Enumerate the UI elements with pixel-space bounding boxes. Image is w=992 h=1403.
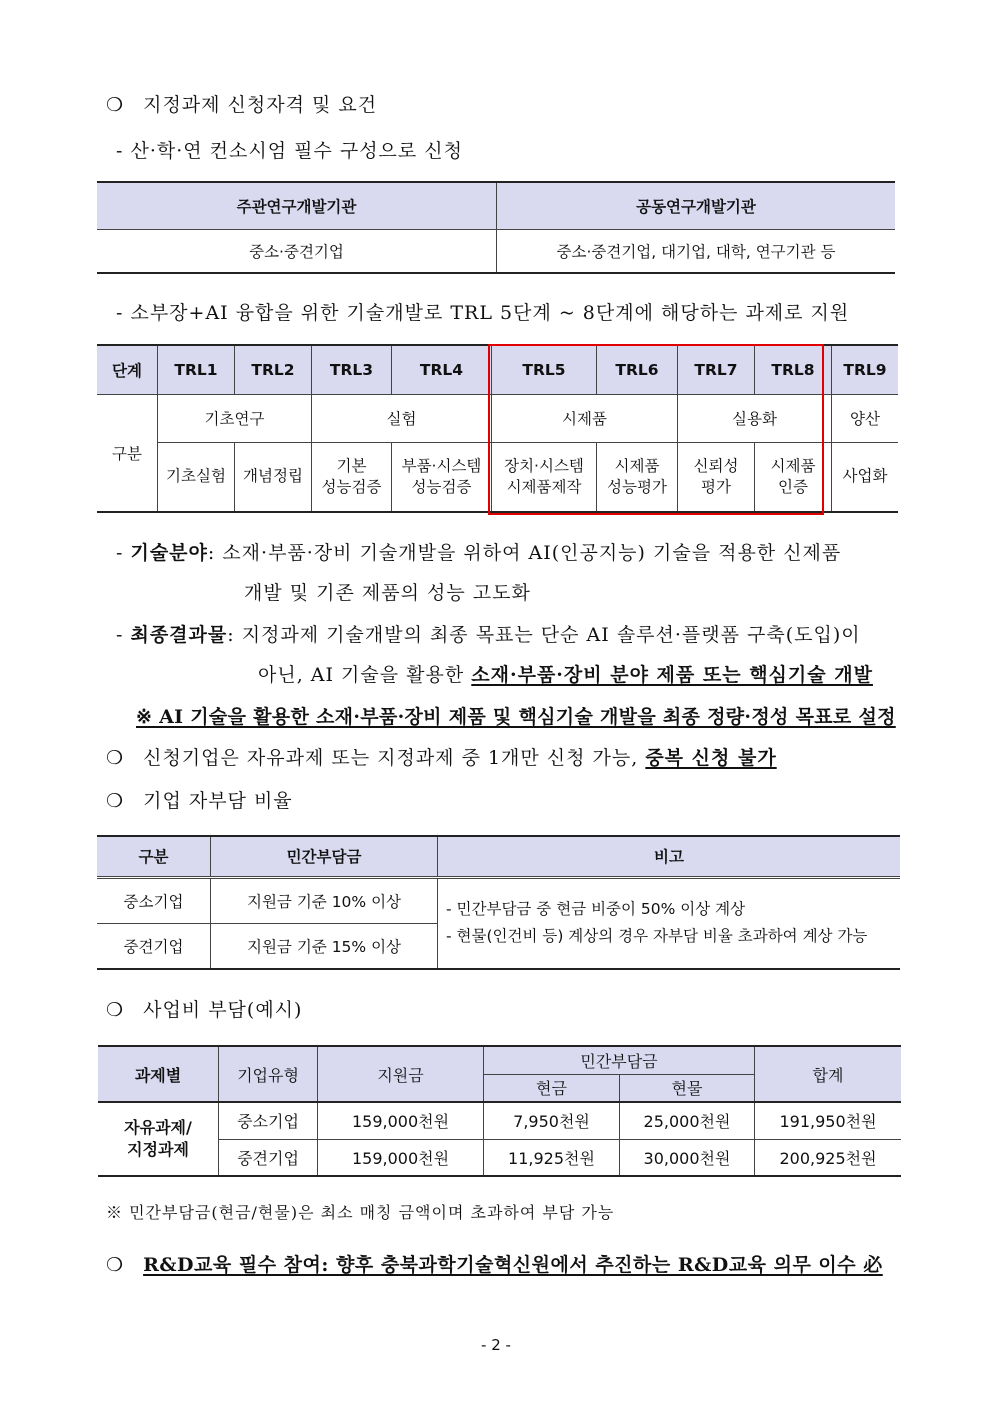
tech-field-line1: - 기술분야: 소재·부품·장비 기술개발을 위하여 AI(인공지능) 기술을 적용한 신제품 <box>116 542 842 564</box>
bullet-icon: ❍ <box>106 1254 125 1276</box>
trl-4: TRL4 <box>392 345 492 394</box>
detail-business: 사업화 <box>842 467 888 486</box>
cost-row-company: 중소기업 <box>219 1102 318 1139</box>
trl-5: TRL5 <box>492 345 597 394</box>
cost-task-label: 자유과제/ 지정과제 <box>98 1102 219 1176</box>
burden-remark: - 현물(인건비 등) 계상의 경우 자부담 비율 초과하여 계상 가능 <box>446 927 868 946</box>
cost-row-cash: 7,950천원 <box>484 1102 620 1139</box>
trl-9: TRL9 <box>832 345 899 394</box>
final-result-emphasis: 소재·부품·장비 분야 제품 또는 핵심기술 개발 <box>471 664 873 686</box>
goal-note: ※ AI 기술을 활용한 소재·부품·장비 제품 및 핵심기술 개발을 최종 정량·정성 목표로 설정 <box>136 706 896 728</box>
final-result-label: 최종결과물 <box>130 624 228 646</box>
cost-row-grant: 159,000천원 <box>318 1139 484 1176</box>
burden-header-ratio: 민간부담금 <box>211 836 438 877</box>
bullet-icon: ❍ <box>106 790 125 812</box>
burden-row-type: 중소기업 <box>97 877 211 923</box>
detail-certification: 시제품 인증 <box>755 442 832 512</box>
institution-table <box>97 181 895 274</box>
trl-8: TRL8 <box>755 345 832 394</box>
duplicate-emphasis: 중복 신청 불가 <box>645 747 777 769</box>
group-basic-research: 기초연구 <box>158 394 312 442</box>
category-label: 구분 <box>97 394 158 512</box>
bullet-icon: ❍ <box>106 94 125 116</box>
trl-3: TRL3 <box>312 345 392 394</box>
joint-org-value: 중소·중견기업, 대기업, 대학, 연구기관 등 <box>556 242 836 261</box>
bullet-icon: ❍ <box>106 747 125 769</box>
group-prototype: 시제품 <box>492 394 678 442</box>
detail-concept: 개념정립 <box>235 442 312 512</box>
header-lead-org: 주관연구개발기관 <box>97 182 497 229</box>
cost-header-company: 기업유형 <box>219 1046 318 1102</box>
trl-7: TRL7 <box>678 345 755 394</box>
group-commercialization: 실용화 <box>678 394 832 442</box>
trl-6: TRL6 <box>597 345 678 394</box>
detail-basic-experiment: 기초실험 <box>158 442 235 512</box>
detail-prototype-eval: 시제품 성능평가 <box>597 442 678 512</box>
final-result-line1: - 최종결과물: 지정과제 기술개발의 최종 목표는 단순 AI 솔루션·플랫폼 구축(도입)이 <box>116 624 861 646</box>
burden-remarks <box>438 877 901 969</box>
cost-table <box>98 1045 901 1177</box>
cost-row-inkind: 30,000천원 <box>620 1139 755 1176</box>
cost-header-task: 과제별 <box>98 1046 219 1102</box>
final-result-line2: 아닌, AI 기술을 활용한 소재·부품·장비 분야 제품 또는 핵심기술 개발 <box>258 664 873 686</box>
burden-row-type: 중견기업 <box>97 923 211 969</box>
group-experiment: 실험 <box>312 394 492 442</box>
cost-row-company: 중견기업 <box>219 1139 318 1176</box>
cost-row-total: 191,950천원 <box>755 1102 902 1139</box>
burden-row-ratio: 지원금 기준 15% 이상 <box>211 923 438 969</box>
burden-row-ratio: 지원금 기준 10% 이상 <box>211 877 438 923</box>
detail-reliability: 신뢰성 평가 <box>678 442 755 512</box>
trl-2: TRL2 <box>235 345 312 394</box>
lead-org-value: 중소·중견기업 <box>97 229 497 273</box>
section-title-eligibility: ❍ 지정과제 신청자격 및 요건 <box>106 94 378 116</box>
burden-header-type: 구분 <box>97 836 211 877</box>
apply-note: ❍ 신청기업은 자유과제 또는 지정과제 중 1개만 신청 가능, 중복 신청 불가 <box>106 747 777 769</box>
cost-header-private: 민간부담금 <box>484 1046 755 1074</box>
detail-parts-verification: 부품·시스템 성능검증 <box>392 442 492 512</box>
rnd-education-note: ❍ R&D교육 필수 참여: 향후 충북과학기술혁신원에서 추진하는 R&D교육 의무 이수 必 <box>106 1254 883 1276</box>
page-number: - 2 - <box>481 1336 511 1354</box>
section-title-cost: ❍ 사업비 부담(예시) <box>106 999 303 1021</box>
header-joint-org: 공동연구개발기관 <box>497 182 896 229</box>
section-title-burden: ❍ 기업 자부담 비율 <box>106 790 293 812</box>
cost-note: ※ 민간부담금(현금/현물)은 최소 매칭 금액이며 초과하여 부담 가능 <box>106 1203 615 1222</box>
trl-intro: - 소부장+AI 융합을 위한 기술개발로 TRL 5단계 ~ 8단계에 해당하는 과제로 지원 <box>116 302 850 324</box>
burden-remark: - 민간부담금 중 현금 비중이 50% 이상 계상 <box>446 900 746 919</box>
detail-prototype-build: 장치·시스템 시제품제작 <box>492 442 597 512</box>
cost-header-cash: 현금 <box>484 1074 620 1102</box>
trl-1: TRL1 <box>158 345 235 394</box>
cost-row-grant: 159,000천원 <box>318 1102 484 1139</box>
group-mass-production: 양산 <box>832 394 899 442</box>
detail-basic-verification: 기본 성능검증 <box>312 442 392 512</box>
cost-row-inkind: 25,000천원 <box>620 1102 755 1139</box>
cost-header-grant: 지원금 <box>318 1046 484 1102</box>
cost-header-total: 합계 <box>755 1046 902 1102</box>
bullet-icon: ❍ <box>106 999 125 1021</box>
cost-row-total: 200,925천원 <box>779 1148 877 1168</box>
cost-header-inkind: 현물 <box>620 1074 755 1102</box>
tech-field-label: 기술분야 <box>130 542 208 564</box>
burden-header-remark: 비고 <box>438 836 901 877</box>
cost-row-cash: 11,925천원 <box>484 1139 620 1176</box>
stage-label: 단계 <box>97 345 158 394</box>
tech-field-line2: 개발 및 기존 제품의 성능 고도화 <box>244 582 531 604</box>
consortium-note: - 산·학·연 컨소시엄 필수 구성으로 신청 <box>116 140 464 162</box>
burden-table <box>97 835 900 970</box>
trl-table <box>97 344 898 513</box>
